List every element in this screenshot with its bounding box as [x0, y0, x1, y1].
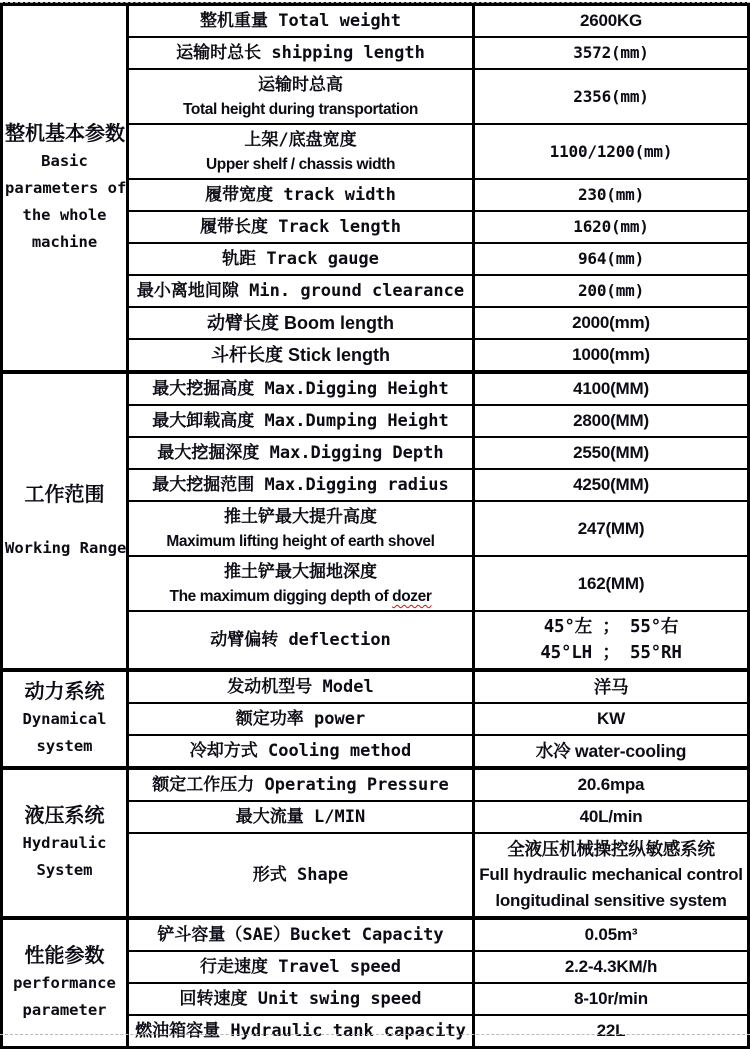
table-row [2, 670, 749, 703]
param-label-line: 最大挖掘深度 Max.Digging Depth [157, 443, 444, 463]
group-label-en: parameter [22, 1001, 107, 1019]
param-value-cell [474, 918, 749, 951]
param-value-line: 200(mm) [577, 281, 645, 300]
param-label-line: 履带长度 Track length [199, 217, 402, 237]
param-label-cell [128, 4, 474, 37]
param-label-line: 动臂偏转 deflection [210, 630, 391, 650]
spec-table-body [2, 4, 749, 1048]
param-value-line: 洋马 [593, 677, 629, 697]
param-label-line-en: The maximum digging depth of dozer [169, 588, 432, 605]
param-value-line: 2600KG [579, 11, 643, 30]
param-label-line-en: Maximum lifting height of earth shovel [166, 533, 435, 550]
param-value-line: 2356(mm) [573, 86, 649, 106]
param-label-cell [128, 179, 474, 211]
group-cell [2, 372, 128, 670]
param-label-line: 运输时总高 [258, 75, 343, 95]
group-label-en: Working Range [5, 538, 127, 557]
param-value-cell [474, 501, 749, 556]
misspelled-word: dozer [392, 588, 432, 605]
group-label-zh: 动力系统 [24, 681, 105, 703]
param-label-cell [128, 983, 474, 1015]
table-row [2, 768, 749, 801]
table-row [2, 372, 749, 405]
param-value-cell [474, 1015, 749, 1048]
param-value-line: 3572(mm) [573, 43, 649, 62]
param-label-cell [128, 372, 474, 405]
param-value-line: 162(MM) [577, 573, 645, 593]
param-label-line: 形式 Shape [252, 865, 349, 885]
param-label-line: 整机重量 Total weight [199, 11, 402, 31]
param-value-line: 964(mm) [577, 249, 645, 268]
param-label-cell [128, 833, 474, 918]
param-label-cell [128, 670, 474, 703]
param-label-cell [128, 1015, 474, 1048]
param-value-line: 4100(MM) [573, 379, 649, 398]
table-row [2, 918, 749, 951]
param-value-line: 全液压机械操控纵敏感系统 [507, 839, 715, 859]
param-label-line: 推土铲最大掘地深度 [224, 562, 377, 582]
spec-table [0, 2, 750, 1049]
param-value-cell [474, 983, 749, 1015]
param-label-line: 斗杆长度 Stick length [210, 345, 390, 365]
param-value-cell [474, 703, 749, 735]
page-edge-dash-top [0, 2, 750, 3]
group-label-en: system [36, 737, 93, 755]
group-cell [2, 918, 128, 1048]
param-value-cell [474, 556, 749, 611]
param-label-line: 动臂长度 Boom length [207, 313, 394, 333]
param-value-line: 4250(MM) [573, 475, 649, 494]
param-value-line: 45°左 ； 55°右 [543, 617, 679, 637]
param-label-cell [128, 339, 474, 372]
param-label-line: 冷却方式 Cooling method [189, 741, 412, 761]
param-value-line: 2000(mm) [572, 313, 650, 332]
param-value-line: 1620(mm) [573, 217, 649, 236]
group-label-en: the whole [22, 206, 107, 224]
group-cell [2, 768, 128, 918]
param-label-cell [128, 437, 474, 469]
param-value-cell [474, 951, 749, 983]
param-value-cell [474, 611, 749, 670]
group-label-en: parameters of [5, 179, 127, 197]
param-value-cell [474, 670, 749, 703]
group-label-en: performance [13, 974, 116, 992]
group-label-en: System [36, 861, 93, 879]
param-label-cell [128, 556, 474, 611]
param-label-line: 推土铲最大提升高度 [224, 507, 377, 527]
param-label-cell [128, 469, 474, 501]
group-label-en: Hydraulic [22, 834, 107, 852]
param-value-line: 20.6mpa [577, 775, 645, 794]
param-label-line: 发动机型号 Model [227, 677, 374, 697]
param-label-line: 行走速度 Travel speed [199, 957, 402, 977]
param-label-line: 最大挖掘范围 Max.Digging radius [152, 475, 449, 495]
param-label-cell [128, 307, 474, 339]
param-value-line: Full hydraulic mechanical control [479, 865, 743, 884]
param-value-line: 22L [596, 1021, 626, 1040]
param-label-line: 铲斗容量（SAE）Bucket Capacity [157, 925, 444, 945]
param-label-line: 轨距 Track gauge [222, 249, 379, 269]
param-label-line: 最大卸载高度 Max.Dumping Height [152, 411, 449, 431]
param-label-cell [128, 918, 474, 951]
param-value-cell [474, 243, 749, 275]
group-label-en: Basic [41, 152, 88, 170]
param-value-cell [474, 833, 749, 918]
param-label-cell [128, 405, 474, 437]
param-label-line: 最大挖掘高度 Max.Digging Height [152, 379, 449, 399]
param-label-line-en: Total height during transportation [183, 101, 418, 118]
param-value-cell [474, 801, 749, 833]
param-label-cell [128, 951, 474, 983]
param-value-cell [474, 339, 749, 372]
param-label-line: 履带宽度 track width [205, 185, 396, 205]
param-label-line: 运输时总长 shipping length [176, 43, 425, 63]
group-label-zh: 整机基本参数 [5, 123, 125, 145]
param-label-line: 上架/底盘宽度 [244, 130, 357, 150]
param-value-line: 2800(MM) [573, 411, 649, 430]
param-value-line: 0.05m³ [584, 925, 638, 944]
group-label-zh: 液压系统 [24, 805, 105, 827]
group-label-en: Dynamical [22, 710, 107, 728]
param-value-cell [474, 275, 749, 307]
param-value-line: 水冷 water-cooling [535, 741, 687, 761]
param-value-cell [474, 69, 749, 124]
param-value-line: 230(mm) [577, 185, 645, 204]
param-value-cell [474, 735, 749, 768]
param-label-cell [128, 243, 474, 275]
param-value-cell [474, 37, 749, 69]
param-label-cell [128, 801, 474, 833]
param-label-cell [128, 69, 474, 124]
param-label-cell [128, 768, 474, 801]
param-value-line: 45°LH ； 55°RH [540, 643, 682, 663]
group-cell [2, 4, 128, 372]
param-label-cell [128, 611, 474, 670]
param-value-cell [474, 211, 749, 243]
param-value-line: 40L/min [579, 807, 643, 826]
param-value-line: 1100/1200(mm) [549, 141, 673, 161]
param-value-cell [474, 4, 749, 37]
param-value-line: 8-10r/min [574, 989, 648, 1008]
param-label-cell [128, 501, 474, 556]
param-value-line: KW [597, 709, 625, 728]
table-row [2, 4, 749, 37]
param-value-cell [474, 179, 749, 211]
param-value-cell [474, 372, 749, 405]
param-label-cell [128, 211, 474, 243]
group-label-en: machine [31, 233, 98, 251]
param-label-cell [128, 275, 474, 307]
param-value-cell [474, 405, 749, 437]
group-label-zh: 性能参数 [24, 945, 105, 967]
param-label-line: 额定工作压力 Operating Pressure [152, 775, 449, 795]
param-label-cell [128, 124, 474, 179]
param-value-cell [474, 469, 749, 501]
param-value-line: 2550(MM) [573, 443, 649, 462]
param-label-line: 额定功率 power [235, 709, 366, 729]
param-value-cell [474, 124, 749, 179]
param-value-cell [474, 307, 749, 339]
param-label-line: 燃油箱容量 Hydraulic tank capacity [135, 1021, 466, 1041]
param-label-line-en: Upper shelf / chassis width [205, 156, 396, 173]
param-label-cell [128, 37, 474, 69]
param-label-line: 最大流量 L/MIN [235, 807, 366, 827]
param-value-line: 247(MM) [577, 518, 645, 538]
page-edge-dash-bottom [0, 1034, 750, 1035]
group-cell [2, 670, 128, 768]
param-value-line: longitudinal sensitive system [495, 891, 727, 910]
param-value-line: 2.2-4.3KM/h [564, 957, 658, 976]
group-label-zh: 工作范围 [24, 483, 105, 506]
param-label-line: 回转速度 Unit swing speed [179, 989, 422, 1009]
param-value-cell [474, 768, 749, 801]
param-value-line: 1000(mm) [572, 345, 650, 364]
param-label-line: 最小离地间隙 Min. ground clearance [136, 281, 465, 301]
param-value-cell [474, 437, 749, 469]
param-label-cell [128, 703, 474, 735]
param-label-cell [128, 735, 474, 768]
